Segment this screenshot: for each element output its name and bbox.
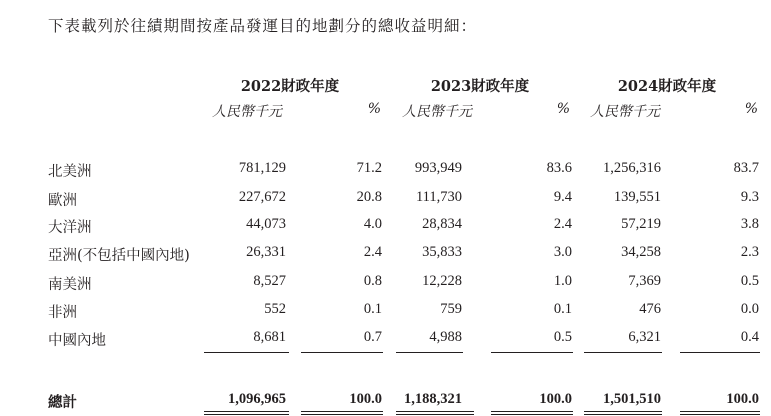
- pct-header-2022: %: [367, 101, 381, 117]
- value-2022: 552: [264, 301, 286, 317]
- subtotal-rule: [491, 352, 573, 353]
- year-header-2024: 2024財政年度: [617, 78, 717, 95]
- pct-2023: 9.4: [553, 189, 572, 205]
- value-2024: 57,219: [621, 216, 661, 232]
- year-header-2023: 2023財政年度: [430, 78, 530, 95]
- pct-2024: 0.0: [740, 301, 759, 317]
- unit-header-2023: 人民幣千元: [402, 104, 472, 120]
- region-label: 北美洲: [48, 164, 92, 180]
- pct-header-2023: %: [556, 101, 570, 117]
- total-value-2023: 1,188,321: [404, 391, 462, 407]
- region-label: 南美洲: [48, 277, 92, 293]
- region-label: 非洲: [48, 305, 77, 321]
- unit-header-2022: 人民幣千元: [212, 104, 282, 120]
- value-2022: 781,129: [238, 160, 286, 176]
- region-label: 大洋洲: [48, 220, 92, 236]
- value-2024: 1,256,316: [603, 160, 661, 176]
- value-2024: 476: [639, 301, 661, 317]
- value-2024: 6,321: [628, 329, 661, 345]
- value-2023: 4,988: [429, 329, 462, 345]
- pct-2022: 4.0: [363, 216, 382, 232]
- pct-2023: 0.5: [553, 329, 572, 345]
- value-2022: 8,527: [253, 273, 286, 289]
- year-header-2022: 2022財政年度: [240, 78, 340, 95]
- total-double-rule: [491, 411, 573, 415]
- table-row: [0, 273, 771, 293]
- value-2022: 227,672: [238, 189, 286, 205]
- pct-2022: 2.4: [363, 244, 382, 260]
- pct-2024: 0.5: [740, 273, 759, 289]
- pct-header-2024: %: [744, 101, 758, 117]
- unit-header-2024: 人民幣千元: [590, 104, 660, 120]
- pct-2023: 3.0: [553, 244, 572, 260]
- pct-2024: 3.8: [740, 216, 759, 232]
- pct-2022: 0.7: [363, 329, 382, 345]
- subtotal-rule: [301, 352, 383, 353]
- table-row: [0, 244, 771, 264]
- total-double-rule: [204, 411, 289, 415]
- pct-2022: 0.1: [363, 301, 382, 317]
- value-2023: 35,833: [422, 244, 462, 260]
- total-double-rule: [584, 411, 662, 415]
- pct-2023: 0.1: [553, 301, 572, 317]
- total-label: 總計: [48, 394, 77, 411]
- subtotal-rule: [584, 352, 662, 353]
- region-label: 亞洲(不包括中國內地): [48, 248, 190, 264]
- pct-2024: 2.3: [740, 244, 759, 260]
- value-2024: 139,551: [613, 189, 661, 205]
- total-double-rule: [680, 411, 760, 415]
- total-value-2024: 1,501,510: [603, 391, 661, 407]
- intro-text: 下表載列於往績期間按產品發運目的地劃分的總收益明細：: [48, 17, 478, 35]
- total-pct-2022: 100.0: [349, 391, 382, 407]
- pct-2024: 9.3: [740, 189, 759, 205]
- subtotal-rule: [204, 352, 289, 353]
- value-2024: 7,369: [628, 273, 661, 289]
- value-2022: 8,681: [253, 329, 286, 345]
- total-double-rule: [301, 411, 383, 415]
- pct-2023: 2.4: [553, 216, 572, 232]
- pct-2024: 0.4: [740, 329, 759, 345]
- value-2023: 759: [440, 301, 462, 317]
- pct-2023: 83.6: [546, 160, 572, 176]
- pct-2024: 83.7: [733, 160, 759, 176]
- region-label: 歐洲: [48, 193, 77, 209]
- total-pct-2023: 100.0: [539, 391, 572, 407]
- value-2023: 111,730: [415, 189, 462, 205]
- region-label: 中國內地: [48, 333, 106, 349]
- table-row: [0, 301, 771, 321]
- value-2023: 993,949: [414, 160, 462, 176]
- table-row: [0, 329, 771, 349]
- value-2023: 28,834: [422, 216, 462, 232]
- subtotal-rule: [680, 352, 760, 353]
- subtotal-rule: [396, 352, 463, 353]
- total-pct-2024: 100.0: [726, 391, 759, 407]
- value-2022: 26,331: [246, 244, 286, 260]
- total-row: [0, 391, 771, 411]
- total-double-rule: [396, 411, 474, 415]
- value-2024: 34,258: [621, 244, 661, 260]
- value-2023: 12,228: [422, 273, 462, 289]
- pct-2023: 1.0: [553, 273, 572, 289]
- value-2022: 44,073: [246, 216, 286, 232]
- pct-2022: 20.8: [356, 189, 382, 205]
- total-value-2022: 1,096,965: [228, 391, 286, 407]
- table-row: [0, 160, 771, 180]
- pct-2022: 71.2: [356, 160, 382, 176]
- table-row: [0, 216, 771, 236]
- table-row: [0, 189, 771, 209]
- pct-2022: 0.8: [363, 273, 382, 289]
